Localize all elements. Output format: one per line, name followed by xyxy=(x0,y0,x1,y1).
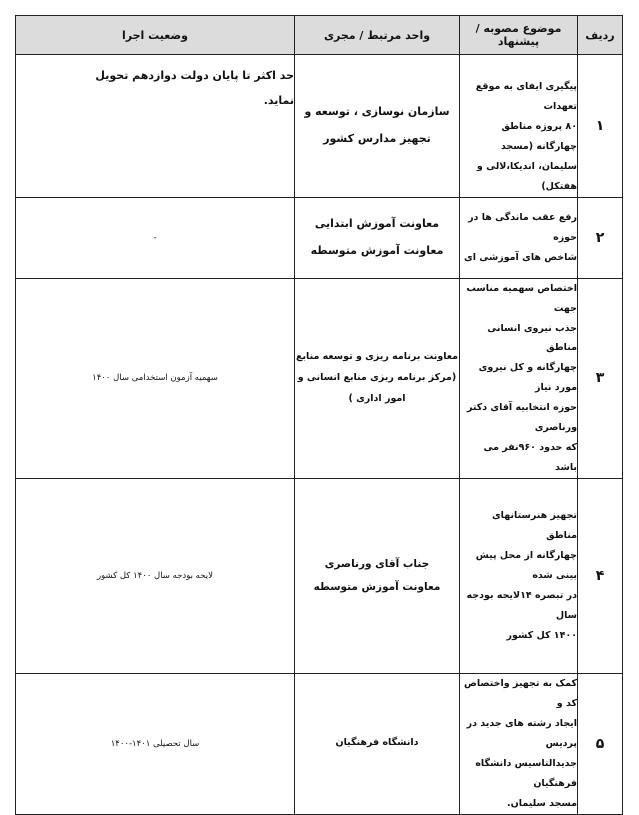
status-cell: - xyxy=(16,197,295,278)
table-header-row xyxy=(16,16,623,55)
unit-cell: دانشگاه فرهنگیان xyxy=(295,674,460,815)
subject-cell: اختصاص سهمیه مناسب جهت جذب نیروی انسانی مناطق چهارگانه و کل نیروی مورد نیاز حوزه انتخابیه آقای دکتر ورناصری که حدود ۹۶۰نفر می باشد xyxy=(460,278,578,478)
unit-cell: جناب آقای ورناصری معاونت آموزش متوسطه xyxy=(295,479,460,674)
subject-cell: پیگیری ایفای به موقع تعهدات ۸۰ پروژه مناطق چهارگانه (مسجد سلیمان، اندیکا،لالی و هفتکل) xyxy=(460,55,578,198)
header-subject: موضوع مصوبه / پیشنهاد xyxy=(460,16,578,55)
header-row-no: ردیف xyxy=(578,16,623,55)
unit-cell: سازمان نوسازی ، توسعه و تجهیز مدارس کشور xyxy=(295,55,460,198)
status-cell: لایحه بودجه سال ۱۴۰۰ کل کشور xyxy=(16,479,295,674)
header-status: وضعیت اجرا xyxy=(16,16,295,55)
subject-cell: رفع عقب ماندگی ها در حوزه شاخص های آموزشی ای xyxy=(460,197,578,278)
status-cell: سهمیه آزمون استخدامی سال ۱۴۰۰ xyxy=(16,278,295,478)
row-number: ۵ xyxy=(578,674,623,815)
row-number: ۳ xyxy=(578,278,623,478)
unit-cell: معاونت آموزش ابتدایی معاونت آموزش متوسطه xyxy=(295,197,460,278)
unit-cell: معاونت برنامه ریزی و توسعه منابع (مرکز برنامه ریزی منابع انسانی و امور اداری ) xyxy=(295,278,460,478)
table-row xyxy=(16,55,623,198)
row-number: ۱ xyxy=(578,55,623,198)
subject-cell: کمک به تجهیز واختصاص کد و ایجاد رشته های جدید در پردیس جدیدالتاسیس دانشگاه فرهنگیان مسجد سلیمان. xyxy=(460,674,578,815)
status-cell: حد اکثر تا پایان دولت دوازدهم تحویل نماید. xyxy=(16,55,295,198)
subject-cell: تجهیز هنرستانهای مناطق چهارگانه از محل پیش بینی شده در تبصره ۱۴لایحه بودجه سال ۱۴۰۰ کل کشور xyxy=(460,479,578,674)
status-cell: سال تحصیلی ۱۴۰۱-۱۴۰۰ xyxy=(16,674,295,815)
header-unit: واحد مرتبط / مجری xyxy=(295,16,460,55)
table-row xyxy=(16,278,623,478)
row-number: ۴ xyxy=(578,479,623,674)
table-row xyxy=(16,197,623,278)
row-number: ۲ xyxy=(578,197,623,278)
resolutions-table xyxy=(15,15,623,815)
table-row xyxy=(16,674,623,815)
table-row xyxy=(16,479,623,674)
